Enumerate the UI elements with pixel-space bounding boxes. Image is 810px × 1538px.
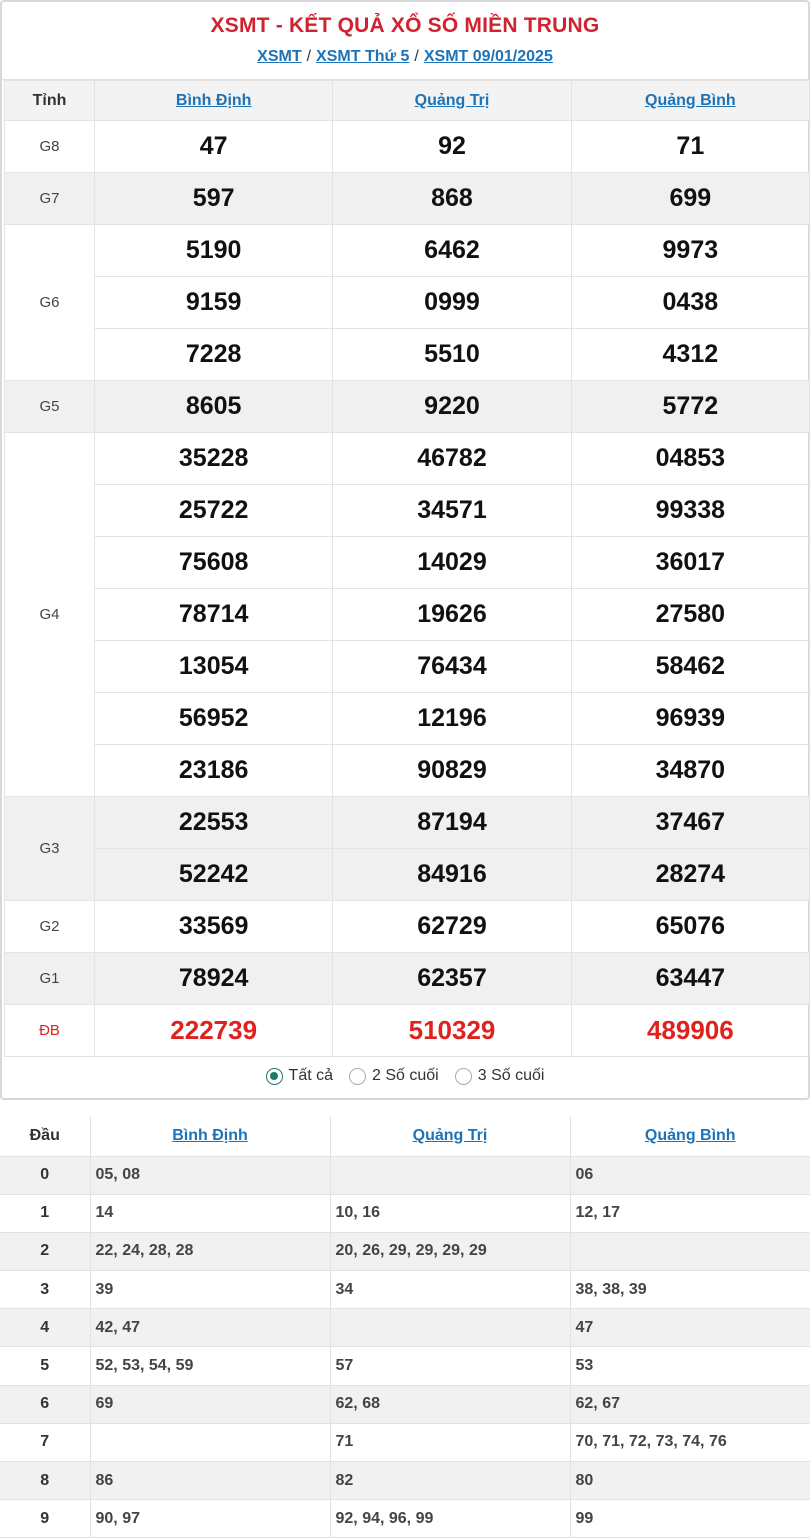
head-digit: 0 [0, 1156, 90, 1194]
card-header [2, 2, 808, 80]
prize-number: 5772 [571, 381, 809, 433]
prize-number: 58462 [571, 641, 809, 693]
prize-number: 37467 [571, 797, 809, 849]
prize-label: G7 [5, 173, 95, 225]
prize-number: 7228 [95, 329, 333, 381]
loto-values: 42, 47 [90, 1309, 330, 1347]
loto-values: 90, 97 [90, 1500, 330, 1538]
prize-row [5, 329, 810, 381]
results-corner-label: Tỉnh [5, 81, 95, 121]
filter-option-label: Tất cả [288, 1067, 334, 1084]
head-digit: 8 [0, 1462, 90, 1500]
prize-number: 0999 [333, 277, 571, 329]
loto-row [0, 1271, 810, 1309]
prize-number: 27580 [571, 589, 809, 641]
prize-number: 71 [571, 121, 809, 173]
loto-values: 82 [330, 1462, 570, 1500]
loto-values: 71 [330, 1423, 570, 1461]
prize-number: 36017 [571, 537, 809, 589]
loto-values: 57 [330, 1347, 570, 1385]
loto-values: 05, 08 [90, 1156, 330, 1194]
head-digit: 9 [0, 1500, 90, 1538]
loto-values: 86 [90, 1462, 330, 1500]
filter-option-last-2[interactable] [349, 1067, 439, 1085]
prize-number: 222739 [95, 1005, 333, 1057]
province-link[interactable]: Bình Định [172, 1126, 248, 1144]
prize-number: 22553 [95, 797, 333, 849]
prize-row [5, 797, 810, 849]
prize-row [5, 901, 810, 953]
prize-number: 34571 [333, 485, 571, 537]
prize-number: 868 [333, 173, 571, 225]
loto-values: 52, 53, 54, 59 [90, 1347, 330, 1385]
loto-values: 62, 68 [330, 1385, 570, 1423]
prize-row [5, 277, 810, 329]
province-link[interactable]: Quảng Trị [414, 91, 490, 109]
prize-number: 12196 [333, 693, 571, 745]
prize-number: 35228 [95, 433, 333, 485]
prize-row [5, 537, 810, 589]
loto-values: 14 [90, 1194, 330, 1232]
loto-values [90, 1423, 330, 1461]
prize-label: G2 [5, 901, 95, 953]
prize-label: G1 [5, 953, 95, 1005]
loto-row [0, 1156, 810, 1194]
prize-number: 19626 [333, 589, 571, 641]
prize-row [5, 381, 810, 433]
loto-values: 80 [570, 1462, 810, 1500]
prize-number: 33569 [95, 901, 333, 953]
prize-row [5, 953, 810, 1005]
filter-option-label: 2 Số cuối [372, 1067, 439, 1084]
prize-number: 04853 [571, 433, 809, 485]
loto-row [0, 1423, 810, 1461]
prize-number: 13054 [95, 641, 333, 693]
loto-header-province [90, 1116, 330, 1156]
radio-unchecked-icon[interactable] [349, 1068, 366, 1085]
filter-option-label: 3 Số cuối [477, 1067, 545, 1084]
prize-row [5, 849, 810, 901]
prize-number: 9973 [571, 225, 809, 277]
radio-unchecked-icon[interactable] [455, 1068, 472, 1085]
prize-number: 510329 [333, 1005, 571, 1057]
loto-values: 10, 16 [330, 1194, 570, 1232]
breadcrumb-separator: / [306, 48, 312, 65]
prize-number: 8605 [95, 381, 333, 433]
results-body [5, 121, 810, 1057]
loto-values: 22, 24, 28, 28 [90, 1232, 330, 1270]
prize-number: 34870 [571, 745, 809, 797]
prize-number: 23186 [95, 745, 333, 797]
prize-number: 78924 [95, 953, 333, 1005]
prize-row [5, 433, 810, 485]
prize-row [5, 745, 810, 797]
breadcrumb-link-weekday[interactable]: XSMT Thứ 5 [316, 48, 410, 65]
prize-row [5, 693, 810, 745]
loto-values: 62, 67 [570, 1385, 810, 1423]
head-digit: 7 [0, 1423, 90, 1461]
prize-number: 92 [333, 121, 571, 173]
prize-number: 5510 [333, 329, 571, 381]
breadcrumb-link-date[interactable]: XSMT 09/01/2025 [423, 48, 553, 65]
prize-number: 699 [571, 173, 809, 225]
filter-option-all[interactable] [266, 1067, 333, 1085]
prize-number: 6462 [333, 225, 571, 277]
prize-number: 56952 [95, 693, 333, 745]
prize-number: 65076 [571, 901, 809, 953]
loto-values: 69 [90, 1385, 330, 1423]
prize-label: G3 [5, 797, 95, 901]
loto-body [0, 1156, 810, 1538]
loto-values: 20, 26, 29, 29, 29, 29 [330, 1232, 570, 1270]
loto-row [0, 1232, 810, 1270]
digit-filter [2, 1052, 808, 1100]
prize-number: 489906 [571, 1005, 809, 1057]
prize-number: 9220 [333, 381, 571, 433]
loto-values: 39 [90, 1271, 330, 1309]
loto-row [0, 1500, 810, 1538]
prize-number: 62357 [333, 953, 571, 1005]
results-table [4, 80, 810, 1057]
prize-number: 9159 [95, 277, 333, 329]
prize-number: 597 [95, 173, 333, 225]
prize-row [5, 225, 810, 277]
prize-number: 75608 [95, 537, 333, 589]
province-link[interactable]: Bình Định [175, 91, 252, 109]
loto-values [330, 1156, 570, 1194]
prize-row [5, 173, 810, 225]
loto-header-province [570, 1116, 810, 1156]
prize-row [5, 1005, 810, 1057]
prize-number: 5190 [95, 225, 333, 277]
prize-number: 78714 [95, 589, 333, 641]
radio-checked-icon[interactable] [266, 1068, 283, 1085]
loto-values: 34 [330, 1271, 570, 1309]
page-title: XSMT - KẾT QUẢ XỔ SỐ MIỀN TRUNG [210, 14, 600, 37]
loto-values: 47 [570, 1309, 810, 1347]
prize-number: 99338 [571, 485, 809, 537]
results-header-province [95, 81, 333, 121]
prize-number: 96939 [571, 693, 809, 745]
prize-number: 52242 [95, 849, 333, 901]
prize-row [5, 485, 810, 537]
loto-row [0, 1385, 810, 1423]
loto-row [0, 1194, 810, 1232]
head-digit: 5 [0, 1347, 90, 1385]
prize-row [5, 641, 810, 693]
head-digit: 3 [0, 1271, 90, 1309]
breadcrumb [2, 48, 808, 66]
prize-number: 87194 [333, 797, 571, 849]
loto-values: 38, 38, 39 [570, 1271, 810, 1309]
loto-header-province [330, 1116, 570, 1156]
prize-number: 90829 [333, 745, 571, 797]
prize-number: 14029 [333, 537, 571, 589]
head-digit: 6 [0, 1385, 90, 1423]
prize-number: 63447 [571, 953, 809, 1005]
prize-number: 47 [95, 121, 333, 173]
prize-number: 0438 [571, 277, 809, 329]
loto-values: 53 [570, 1347, 810, 1385]
loto-values: 92, 94, 96, 99 [330, 1500, 570, 1538]
prize-number: 28274 [571, 849, 809, 901]
loto-values: 06 [570, 1156, 810, 1194]
head-digit: 1 [0, 1194, 90, 1232]
loto-head-table [0, 1116, 810, 1538]
prize-label: G5 [5, 381, 95, 433]
breadcrumb-separator: / [414, 48, 419, 65]
loto-values: 99 [570, 1500, 810, 1538]
loto-row [0, 1347, 810, 1385]
filter-option-last-3[interactable] [455, 1067, 545, 1085]
head-digit: 2 [0, 1232, 90, 1270]
province-link[interactable]: Quảng Trị [412, 1126, 488, 1144]
loto-row [0, 1309, 810, 1347]
breadcrumb-link-xsmt[interactable]: XSMT [257, 48, 302, 65]
loto-values [570, 1232, 810, 1270]
prize-label: ĐB [5, 1005, 95, 1057]
loto-corner-label: Đầu [0, 1116, 90, 1156]
prize-row [5, 589, 810, 641]
prize-number: 25722 [95, 485, 333, 537]
province-link[interactable]: Quảng Bình [644, 1126, 736, 1144]
loto-values: 12, 17 [570, 1194, 810, 1232]
results-header-province [333, 81, 571, 121]
prize-number: 84916 [333, 849, 571, 901]
prize-number: 76434 [333, 641, 571, 693]
head-digit: 4 [0, 1309, 90, 1347]
prize-label: G8 [5, 121, 95, 173]
prize-number: 4312 [571, 329, 809, 381]
results-header-province [571, 81, 809, 121]
loto-row [0, 1462, 810, 1500]
prize-number: 46782 [333, 433, 571, 485]
province-link[interactable]: Quảng Bình [645, 91, 736, 109]
prize-label: G6 [5, 225, 95, 381]
loto-values: 70, 71, 72, 73, 74, 76 [570, 1423, 810, 1461]
prize-number: 62729 [333, 901, 571, 953]
prize-label: G4 [5, 433, 95, 797]
loto-values [330, 1309, 570, 1347]
prize-row [5, 121, 810, 173]
